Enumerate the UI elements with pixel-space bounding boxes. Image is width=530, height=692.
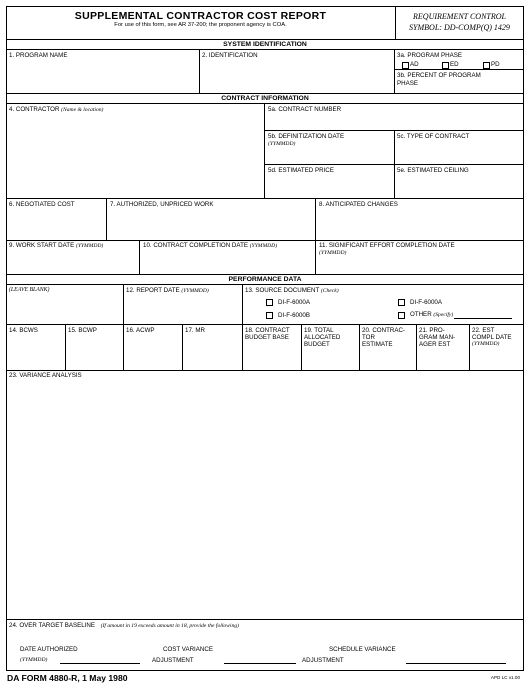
contractor-label bbox=[9, 106, 103, 114]
report-date-format: (YYMMDD) bbox=[181, 288, 209, 294]
est-compl-date-line2: COMPL DATE bbox=[472, 334, 512, 341]
total-allocated-line3: BUDGET bbox=[304, 341, 330, 348]
phase-pd-label: PD bbox=[491, 61, 500, 68]
bcwp-label: 15. BCWP bbox=[68, 327, 97, 334]
form-number: DA FORM 4880-R, 1 May 1980 bbox=[7, 673, 128, 683]
completion-date-format: (YYMMDD) bbox=[249, 243, 278, 249]
source-other-input[interactable] bbox=[454, 318, 512, 319]
phase-ed-label: ED bbox=[450, 61, 459, 68]
requirement-control-line2: SYMBOL: DD-COMP(Q) 1429 bbox=[409, 23, 510, 32]
definitization-date-format: (YYMMDD) bbox=[268, 141, 296, 147]
over-target-text: 24. OVER TARGET BASELINE bbox=[9, 622, 95, 629]
percent-phase-label-2: PHASE bbox=[397, 80, 418, 87]
source-other-text: OTHER bbox=[410, 311, 432, 318]
source-document-label bbox=[245, 287, 339, 295]
contract-budget-line2: BUDGET BASE bbox=[245, 334, 289, 341]
total-allocated-line1: 19. TOTAL bbox=[304, 327, 334, 334]
source-other-checkbox[interactable] bbox=[398, 312, 405, 319]
contract-budget-line1: 18. CONTRACT bbox=[245, 327, 290, 334]
contractor-estimate-line1: 20. CONTRAC- bbox=[362, 327, 405, 334]
cost-variance-label: COST VARIANCE bbox=[163, 646, 213, 653]
negotiated-cost-label: 6. NEGOTIATED COST bbox=[9, 201, 75, 208]
completion-date-label bbox=[143, 242, 277, 250]
source-document-text: 13. SOURCE DOCUMENT bbox=[245, 287, 320, 294]
phase-pd-checkbox[interactable] bbox=[483, 62, 490, 69]
over-target-label bbox=[9, 622, 239, 630]
source-document-note: (Check) bbox=[320, 288, 339, 294]
program-manager-line2: GRAM MAN- bbox=[419, 334, 456, 341]
requirement-control-line1: REQUIREMENT CONTROL bbox=[413, 12, 506, 21]
over-target-note: (If amount in 19 exceeds amount in 18, provide the following) bbox=[100, 623, 239, 629]
source-other-note: (Specify) bbox=[433, 312, 454, 318]
schedule-variance-adjustment-label: ADJUSTMENT bbox=[302, 657, 344, 664]
work-start-format: (YYMMDD) bbox=[75, 243, 104, 249]
section-system-identification: SYSTEM IDENTIFICATION bbox=[223, 41, 307, 48]
cost-variance-adjustment-label: ADJUSTMENT bbox=[152, 657, 194, 664]
program-manager-est-label bbox=[419, 327, 469, 348]
cost-variance-input[interactable] bbox=[224, 663, 296, 664]
contractor-estimate-line2: TOR bbox=[362, 334, 375, 341]
report-date-text: 12. REPORT DATE bbox=[126, 287, 180, 294]
form-subtitle: For use of this form, see AR 37-200; the proponent agency is COA. bbox=[114, 22, 287, 28]
significant-effort-format: (YYMMDD) bbox=[319, 250, 347, 256]
program-name-label: 1. PROGRAM NAME bbox=[9, 52, 68, 59]
section-contract-information: CONTRACT INFORMATION bbox=[221, 95, 309, 102]
program-manager-line3: AGER EST bbox=[419, 341, 451, 348]
contract-budget-label bbox=[245, 327, 301, 341]
estimated-ceiling-label: 5e. ESTIMATED CEILING bbox=[397, 167, 469, 174]
source-other-label bbox=[410, 311, 453, 319]
anticipated-changes-label: 8. ANTICIPATED CHANGES bbox=[319, 201, 398, 208]
est-compl-date-format: (YYMMDD) bbox=[472, 341, 500, 347]
source-di-f-6000a-alt-label: DI-F-6000A bbox=[410, 299, 442, 306]
date-authorized-label: DATE AUTHORIZED bbox=[20, 646, 78, 653]
phase-ad-checkbox[interactable] bbox=[402, 62, 409, 69]
leave-blank-label: (LEAVE BLANK) bbox=[9, 287, 50, 293]
contract-number-label: 5a. CONTRACT NUMBER bbox=[268, 106, 342, 113]
authorized-unpriced-label: 7. AUTHORIZED, UNPRICED WORK bbox=[110, 201, 214, 208]
identification-label: 2. IDENTIFICATION bbox=[202, 52, 258, 59]
significant-effort-label: 11. SIGNIFICANT EFFORT COMPLETION DATE bbox=[319, 242, 455, 249]
contractor-note: (Name & location) bbox=[61, 107, 104, 113]
date-authorized-format: (YYMMDD) bbox=[20, 657, 48, 663]
variance-analysis-label: 23. VARIANCE ANALYSIS bbox=[9, 372, 82, 379]
phase-ad-label: AD bbox=[410, 61, 419, 68]
program-manager-line1: 21. PRO- bbox=[419, 327, 445, 334]
work-start-text: 9. WORK START DATE bbox=[9, 242, 75, 249]
contractor-field[interactable] bbox=[7, 114, 263, 196]
work-start-label bbox=[9, 242, 103, 250]
acwp-label: 16. ACWP bbox=[126, 327, 155, 334]
bcws-label: 14. BCWS bbox=[9, 327, 38, 334]
source-di-f-6000b-checkbox[interactable] bbox=[266, 312, 273, 319]
contractor-label-text: 4. CONTRACTOR bbox=[9, 106, 60, 113]
schedule-variance-label: SCHEDULE VARIANCE bbox=[329, 646, 396, 653]
section-performance-data: PERFORMANCE DATA bbox=[228, 276, 302, 283]
definitization-date-label: 5b. DEFINITIZATION DATE bbox=[268, 133, 345, 140]
schedule-variance-input[interactable] bbox=[406, 663, 506, 664]
program-phase-label: 3a. PROGRAM PHASE bbox=[397, 52, 462, 59]
completion-date-text: 10. CONTRACT COMPLETION DATE bbox=[143, 242, 248, 249]
program-name-field[interactable] bbox=[7, 60, 198, 92]
report-date-label bbox=[126, 287, 209, 295]
source-di-f-6000a-alt-checkbox[interactable] bbox=[398, 299, 405, 306]
form-title: SUPPLEMENTAL CONTRACTOR COST REPORT bbox=[74, 10, 327, 22]
date-authorized-input[interactable] bbox=[60, 663, 140, 664]
est-compl-date-label bbox=[472, 327, 522, 348]
source-di-f-6000a-label: DI-F-6000A bbox=[278, 299, 310, 306]
contractor-estimate-label bbox=[362, 327, 416, 348]
source-di-f-6000b-label: DI-F-6000B bbox=[278, 312, 310, 319]
estimated-price-label: 5d. ESTIMATED PRICE bbox=[268, 167, 334, 174]
identification-field[interactable] bbox=[200, 60, 393, 92]
contractor-estimate-line3: ESTIMATE bbox=[362, 341, 393, 348]
version-label: APD LC v1.00 bbox=[490, 675, 520, 680]
est-compl-date-line1: 22. EST bbox=[472, 327, 495, 334]
variance-analysis-field[interactable] bbox=[7, 381, 523, 617]
type-of-contract-label: 5c. TYPE OF CONTRACT bbox=[397, 133, 470, 140]
mr-label: 17. MR bbox=[185, 327, 205, 334]
total-allocated-label bbox=[304, 327, 358, 348]
total-allocated-line2: ALLOCATED bbox=[304, 334, 341, 341]
percent-phase-label-1: 3b. PERCENT OF PROGRAM bbox=[397, 72, 481, 79]
source-di-f-6000a-checkbox[interactable] bbox=[266, 299, 273, 306]
phase-ed-checkbox[interactable] bbox=[442, 62, 449, 69]
